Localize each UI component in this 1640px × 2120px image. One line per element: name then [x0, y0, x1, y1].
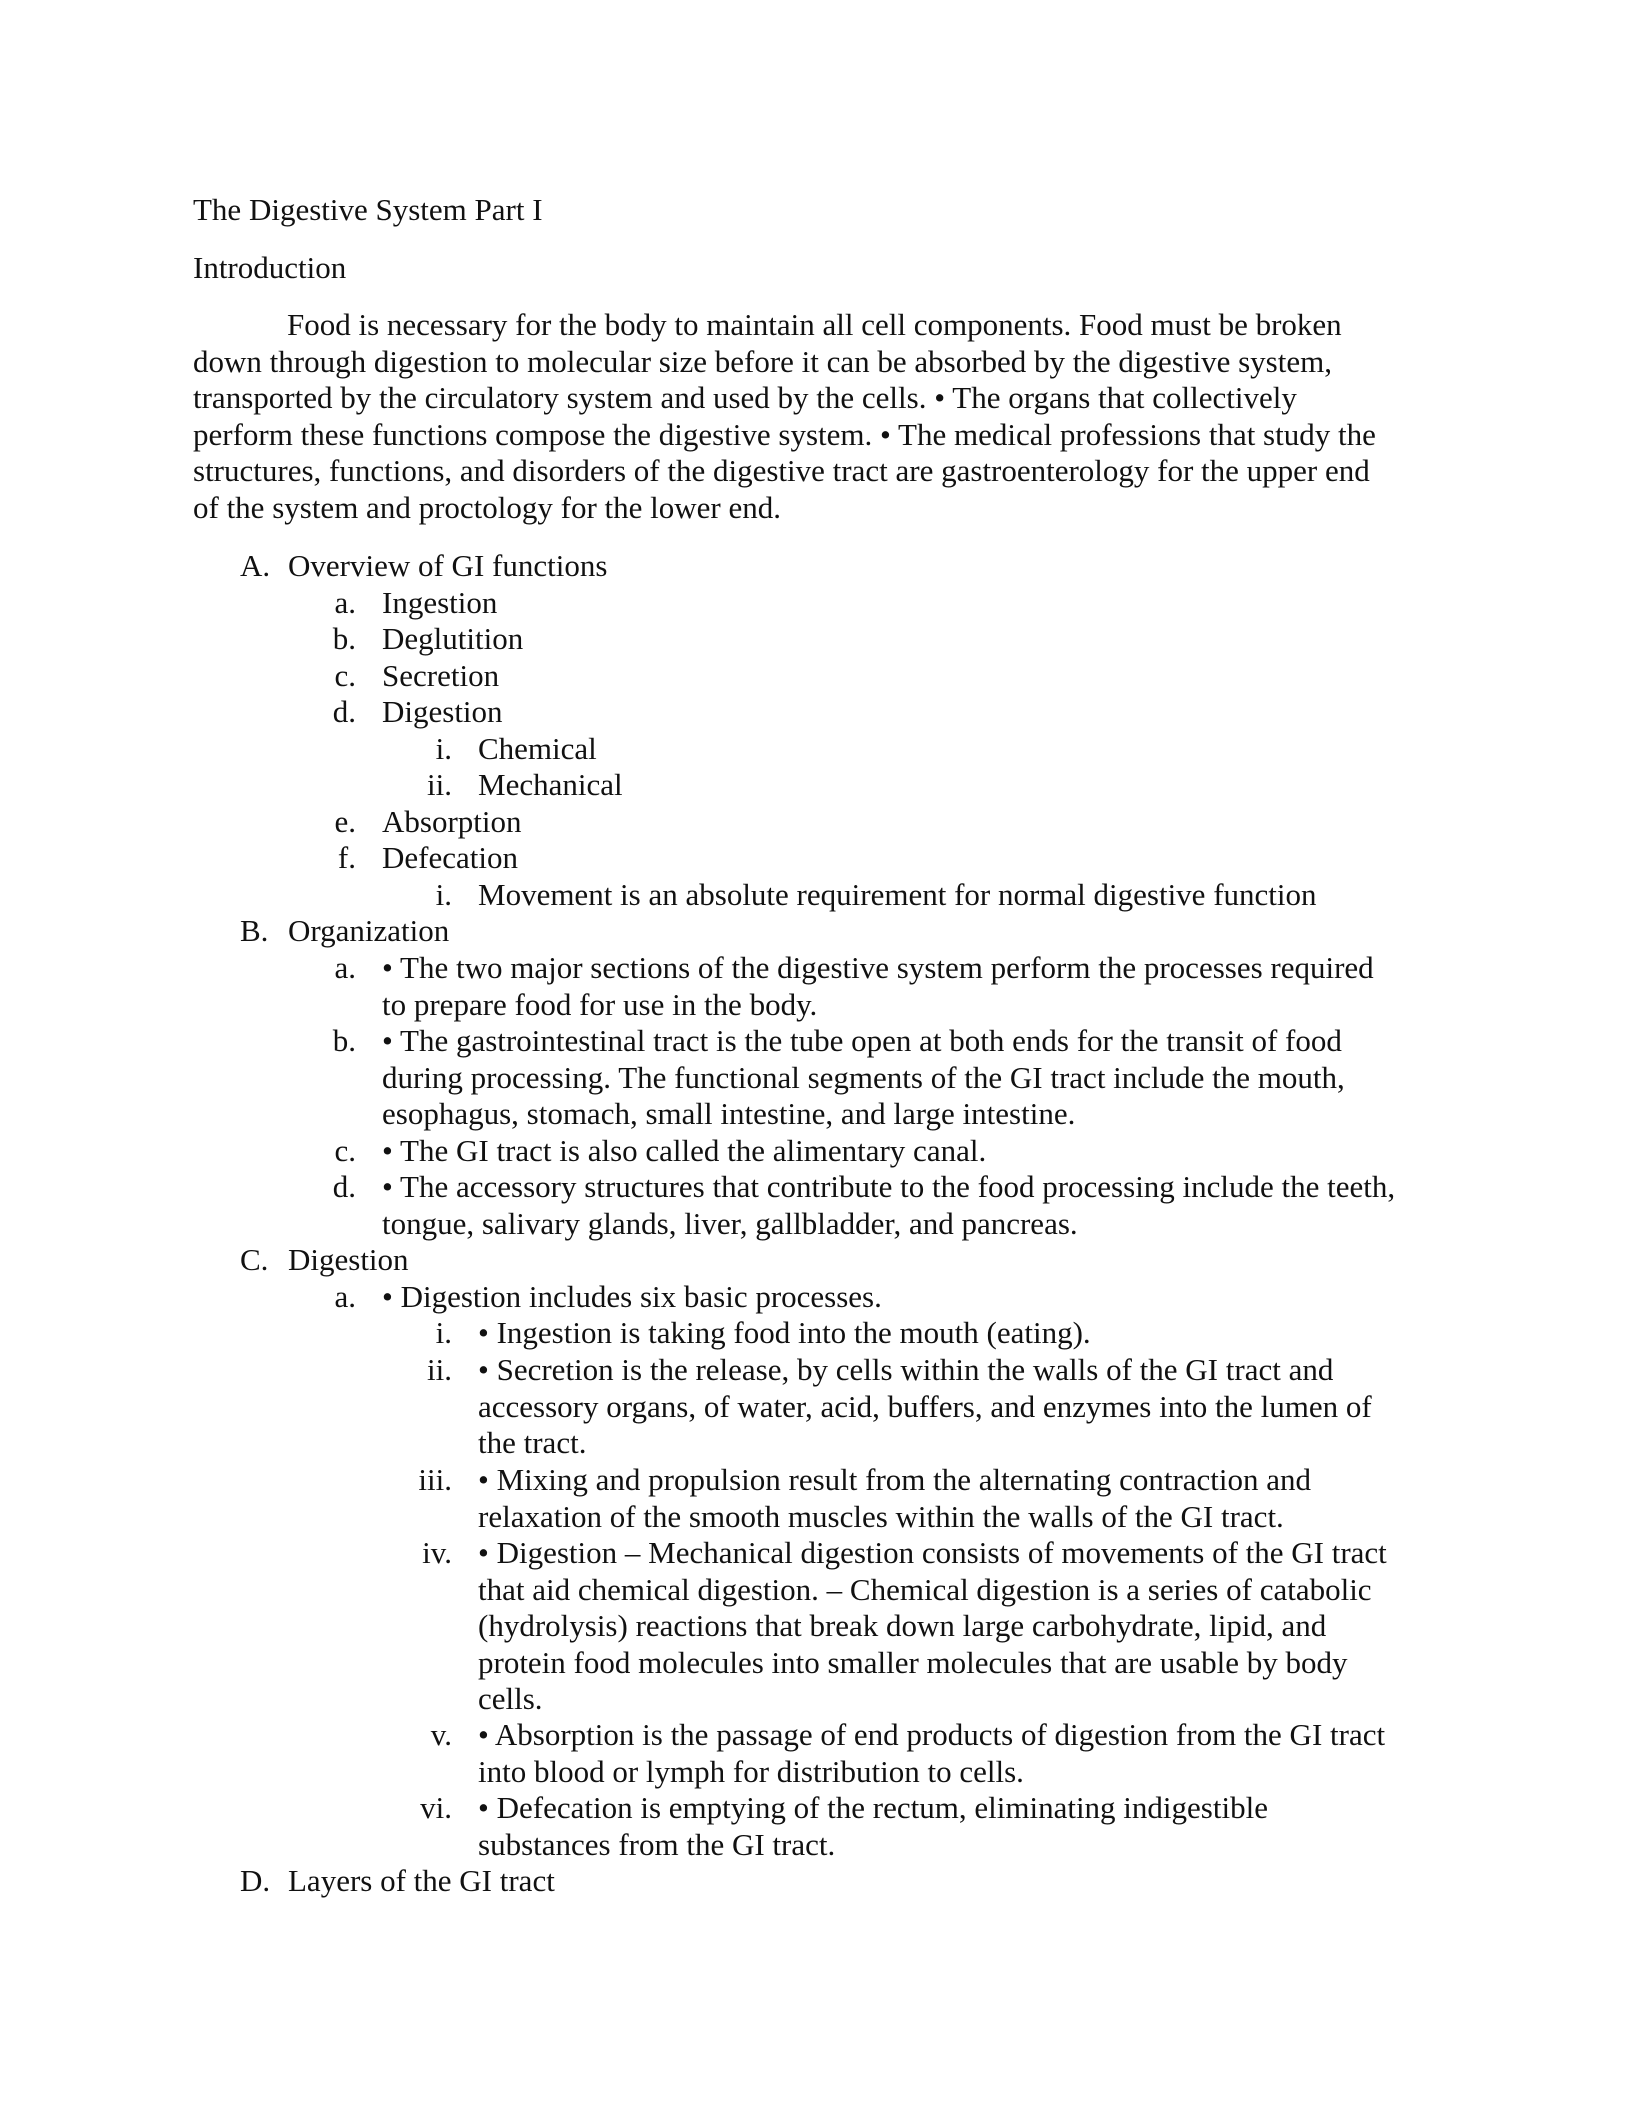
list-item: iii. • Mixing and propulsion result from the alternating contraction and relaxation of the smooth muscles within the walls of the GI tract.	[418, 1462, 1312, 1534]
outline-marker: B.	[240, 913, 269, 948]
outline-label: Digestion	[288, 1242, 409, 1277]
intro-line: perform these functions compose the digestive system. • The medical professions that study the	[193, 416, 1376, 452]
list-item: ii. Mechanical	[427, 767, 623, 802]
outline-section-d	[240, 1863, 555, 1900]
list-item: d. Digestion	[332, 694, 503, 729]
list-item: i. • Ingestion is taking food into the mouth (eating).	[435, 1315, 1091, 1350]
intro-line: transported by the circulatory system and used by the cells. • The organs that collectively	[193, 380, 1297, 415]
list-item: a. • The two major sections of the digestive system perform the processes required to prepare food for use in the body.	[334, 950, 1374, 1022]
intro-line: down through digestion to molecular size before it can be absorbed by the digestive system,	[193, 343, 1332, 379]
list-item: ii. • Secretion is the release, by cells within the walls of the GI tract and accessory organs, of water, acid, buffers, and enzymes into the lumen of the tract.	[427, 1352, 1372, 1460]
list-item: v. • Absorption is the passage of end products of digestion from the GI tract into blood or lymph for distribution to cells.	[430, 1717, 1386, 1789]
list-item: e. Absorption	[334, 804, 522, 839]
outline-label: Layers of the GI tract	[288, 1863, 555, 1898]
outline-label: Organization	[288, 913, 450, 948]
intro-line: structures, functions, and disorders of the digestive tract are gastroenterology for the upper end	[193, 453, 1370, 488]
list-item: d. • The accessory structures that contribute to the food processing include the teeth, tongue, salivary glands, liver, gallbladder, and pancreas.	[332, 1169, 1396, 1241]
outline-marker: C.	[240, 1242, 269, 1277]
list-item: c. Secretion	[334, 658, 500, 693]
outline-marker: A.	[240, 548, 271, 583]
list-item: a. Ingestion	[334, 585, 498, 620]
intro-line: Food is necessary for the body to maintain all cell components. Food must be broken	[287, 307, 1342, 342]
section-heading-introduction: Introduction	[193, 250, 347, 285]
list-item: c. • The GI tract is also called the alimentary canal.	[334, 1133, 987, 1168]
list-item: i. Chemical	[435, 731, 597, 766]
intro-line: of the system and proctology for the lower end.	[193, 489, 781, 525]
list-item: b. • The gastrointestinal tract is the tube open at both ends for the transit of food during processing. The functional segments of the GI tract include the mouth, esophagus, stomach, small intestine, and large intestine.	[332, 1023, 1345, 1131]
document-title: The Digestive System Part I	[193, 192, 543, 227]
list-item: b. Deglutition	[332, 621, 524, 656]
outline-section-b	[240, 913, 449, 950]
list-item: a. • Digestion includes six basic processes.	[334, 1279, 882, 1314]
outline-label: Overview of GI functions	[288, 548, 608, 583]
outline-marker: D.	[240, 1863, 271, 1898]
list-item: vi. • Defecation is emptying of the rectum, eliminating indigestible substances from the GI tract.	[420, 1790, 1268, 1862]
outline-section-c	[240, 1242, 409, 1279]
intro-paragraph	[193, 307, 1443, 526]
list-item: iv. • Digestion – Mechanical digestion consists of movements of the GI tract that aid chemical digestion. – Chemical digestion is a series of catabolic (hydrolysis) reactions that break down large carbohydrate, lipid, and protein food molecules into smaller molecules that are usable by body cells.	[422, 1535, 1387, 1716]
outline-section-a	[240, 548, 607, 585]
list-item: f. Defecation	[337, 840, 518, 875]
list-item: i. Movement is an absolute requirement for normal digestive function	[435, 877, 1317, 912]
